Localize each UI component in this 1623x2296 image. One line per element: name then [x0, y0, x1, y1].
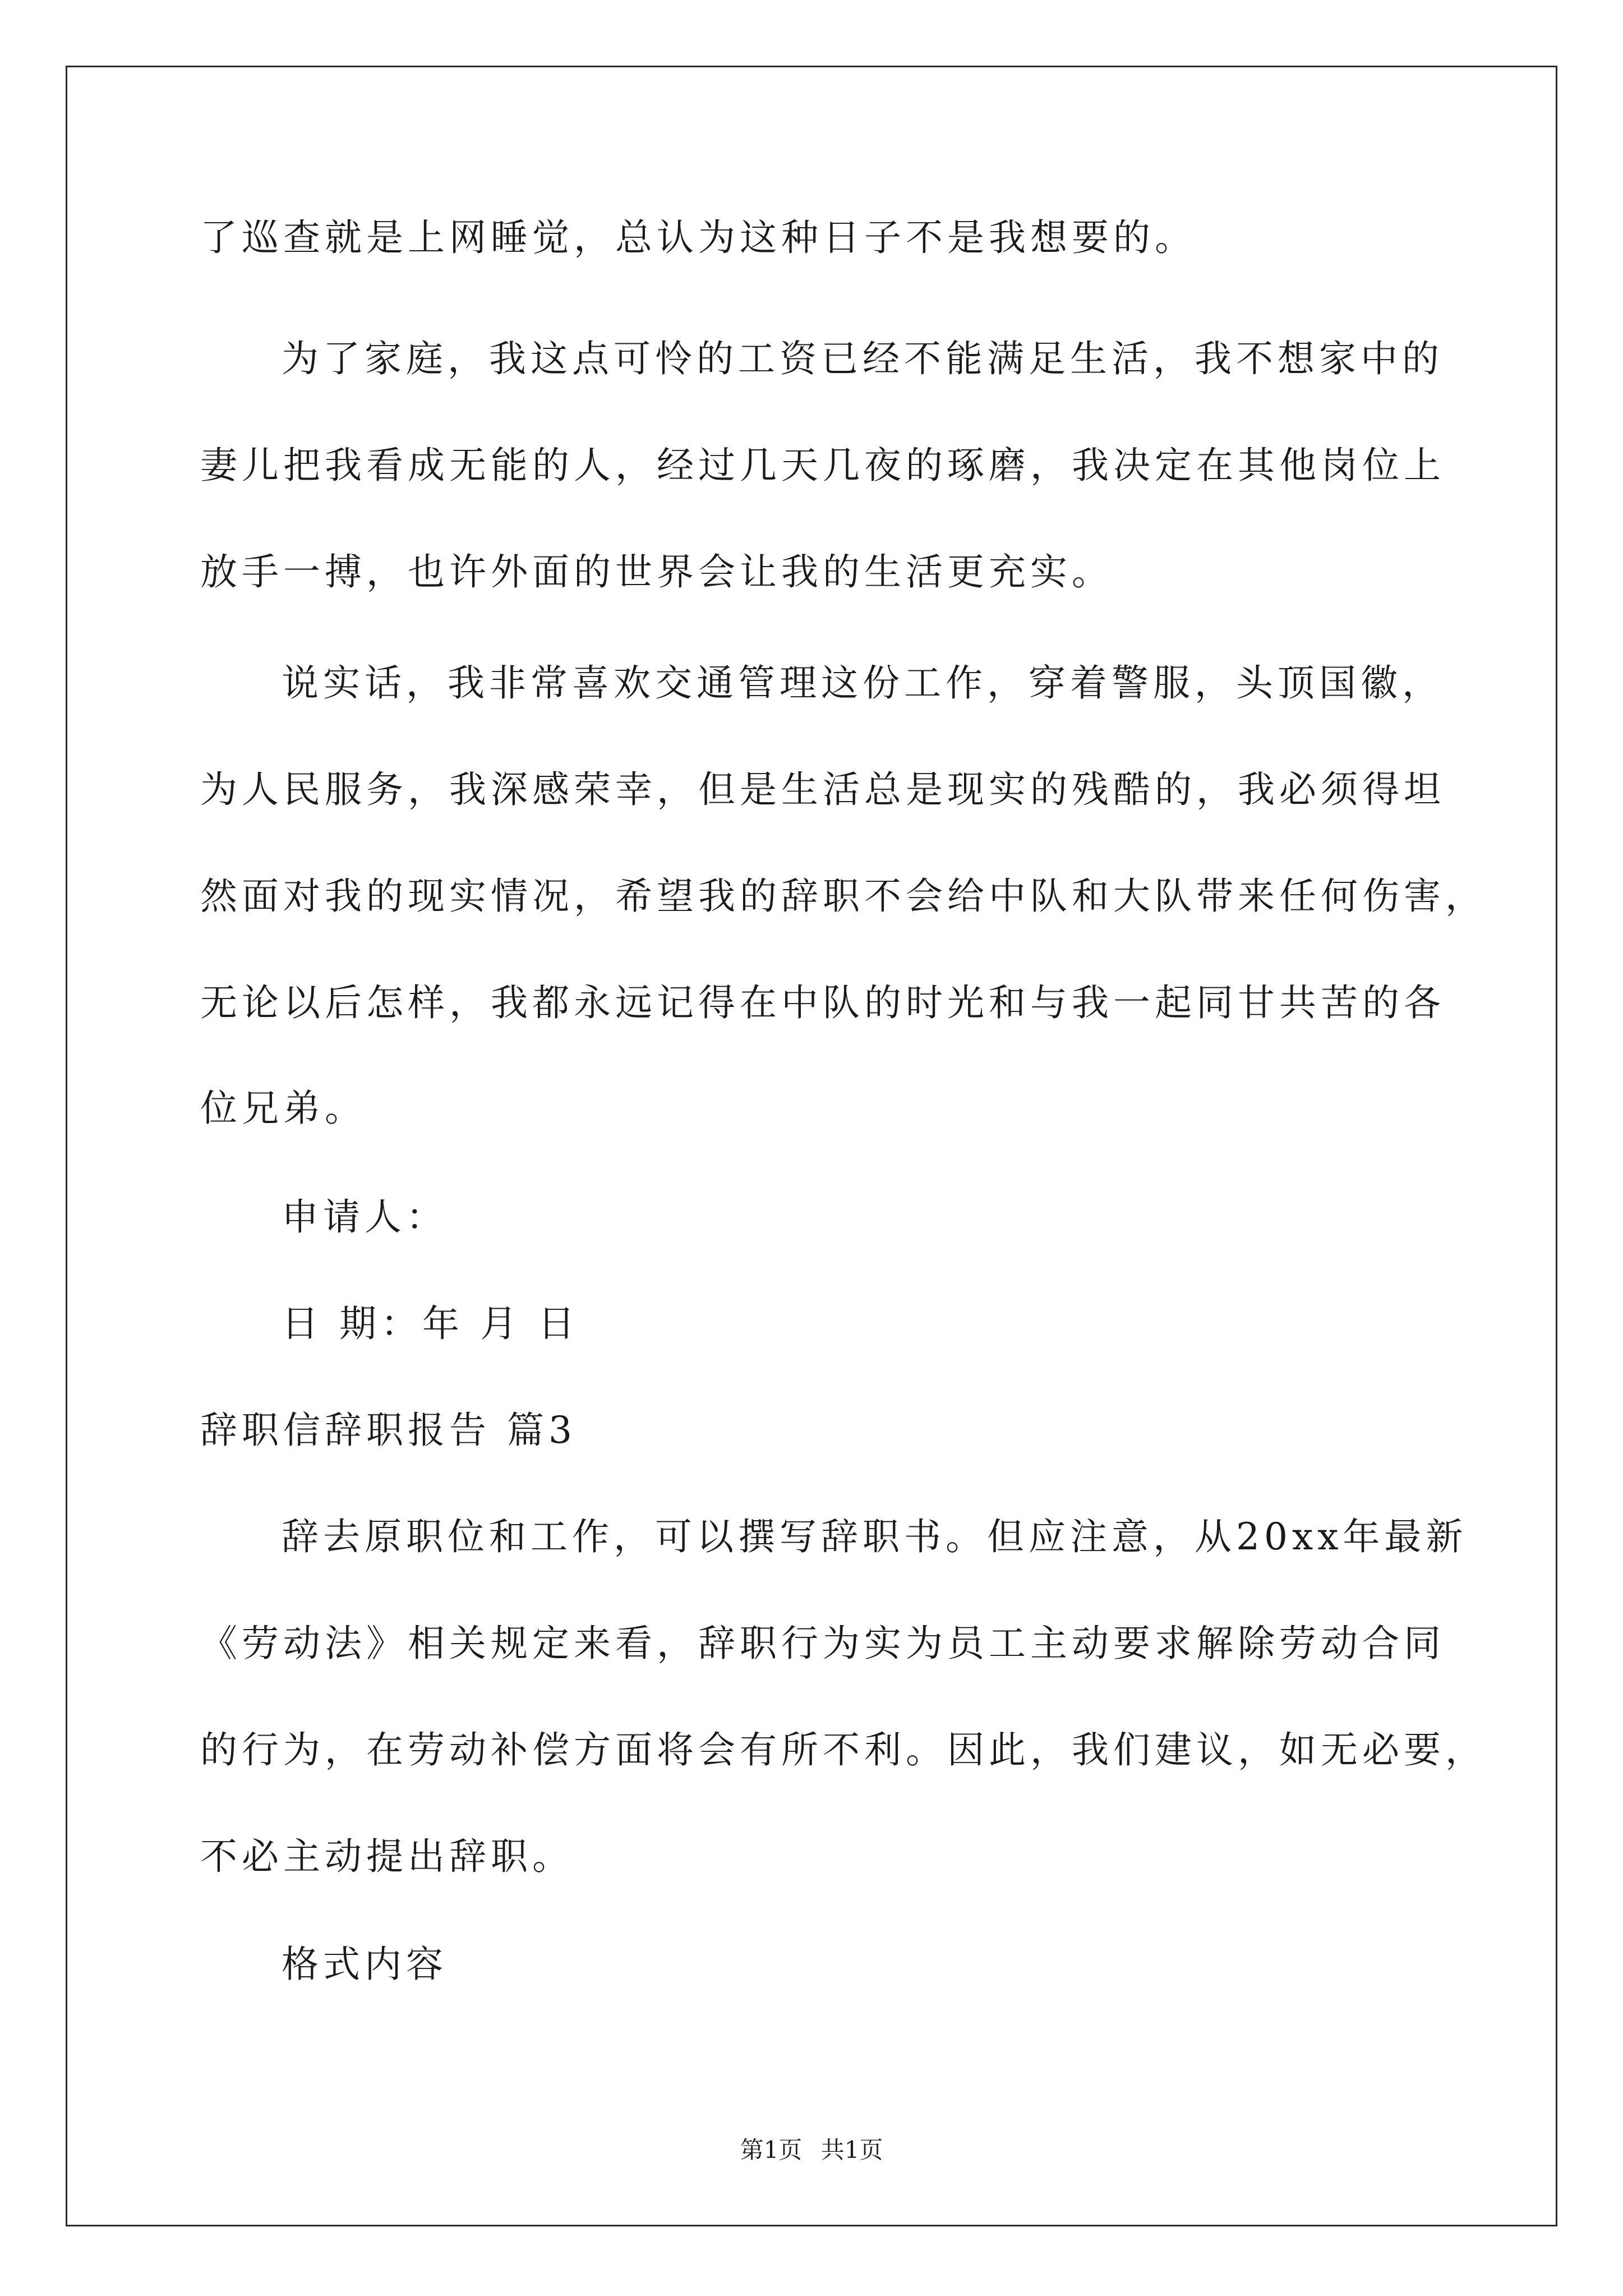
text-line: 位兄弟。: [200, 1087, 366, 1130]
text-line: 为了家庭，我这点可怜的工资已经不能满足生活，我不想家中的: [282, 337, 1444, 380]
page-number-current: 第1页: [740, 2136, 803, 2164]
text-line: 了巡查就是上网睡觉，总认为这种日子不是我想要的。: [200, 216, 1196, 259]
text-line: 不必主动提出辞职。: [200, 1835, 574, 1878]
text-line: 辞去原职位和工作，可以撰写辞职书。但应注意，从20xx年最新: [282, 1515, 1468, 1558]
text-line: 然面对我的现实情况，希望我的辞职不会给中队和大队带来任何伤害，: [200, 875, 1487, 918]
text-line: 为人民服务，我深感荣幸，但是生活总是现实的残酷的，我必须得坦: [200, 768, 1445, 811]
text-line: 的行为，在劳动补偿方面将会有所不利。因此，我们建议，如无必要，: [200, 1728, 1487, 1772]
page-number-total: 共1页: [820, 2136, 883, 2164]
signature-applicant: 申请人：: [282, 1195, 448, 1239]
text-line: 无论以后怎样，我都永远记得在中队的时光和与我一起同甘共苦的各: [200, 981, 1445, 1024]
text-line: 《劳动法》相关规定来看，辞职行为实为员工主动要求解除劳动合同: [200, 1622, 1445, 1665]
signature-date: 日 期：年 月 日: [282, 1302, 579, 1345]
page-footer: [0, 2136, 1623, 2164]
text-line: 妻儿把我看成无能的人，经过几天几夜的琢磨，我决定在其他岗位上: [200, 444, 1445, 487]
subsection-heading: 格式内容: [282, 1943, 448, 1986]
section-heading: 辞职信辞职报告 篇3: [200, 1409, 577, 1452]
page-border: [66, 66, 1557, 2226]
text-line: 放手一搏，也许外面的世界会让我的生活更充实。: [200, 550, 1113, 593]
text-line: 说实话，我非常喜欢交通管理这份工作，穿着警服，头顶国徽，: [282, 661, 1444, 705]
